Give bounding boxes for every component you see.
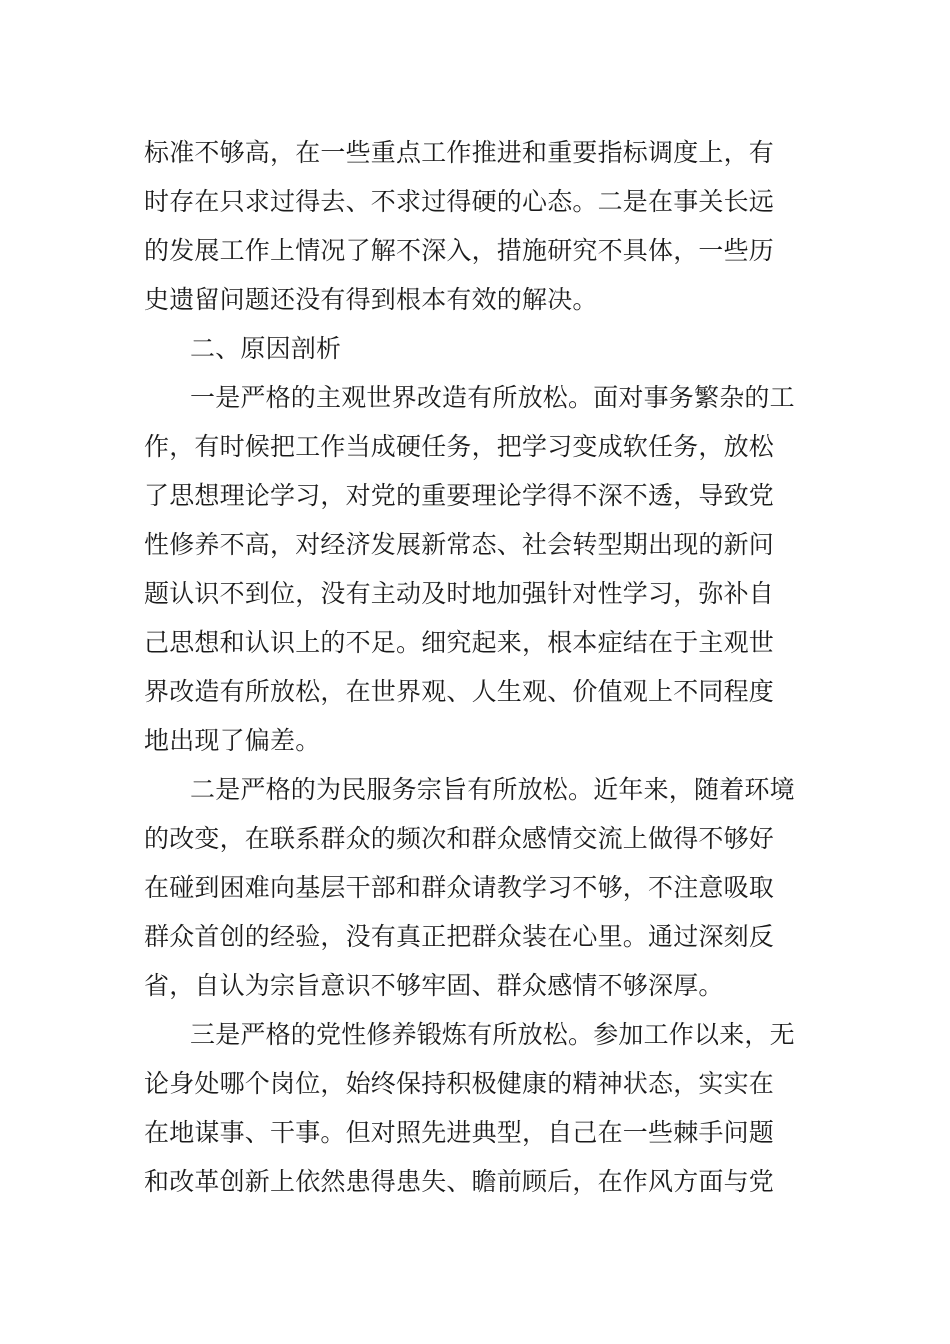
text-line-22: 和改革创新上依然患得患失、瞻前顾后，在作风方面与党 (144, 1167, 775, 1196)
section-heading: 二、原因剖析 (190, 334, 342, 363)
text-line-8: 了思想理论学习，对党的重要理论学得不深不透，导致党 (144, 481, 775, 510)
text-line-7: 作，有时候把工作当成硬任务，把学习变成软任务，放松 (144, 432, 775, 461)
text-line-17: 群众首创的经验，没有真正把群众装在心里。通过深刻反 (144, 922, 775, 951)
text-line-14: 二是严格的为民服务宗旨有所放松。近年来，随着环境 (190, 775, 795, 804)
text-line-18: 省，自认为宗旨意识不够牢固、群众感情不够深厚。 (144, 971, 724, 1000)
text-line-16: 在碰到困难向基层干部和群众请教学习不够，不注意吸取 (144, 873, 775, 902)
text-line-15: 的改变，在联系群众的频次和群众感情交流上做得不够好 (144, 824, 775, 853)
text-line-3: 的发展工作上情况了解不深入，措施研究不具体，一些历 (144, 236, 775, 265)
text-line-9: 性修养不高，对经济发展新常态、社会转型期出现的新问 (144, 530, 775, 559)
text-line-19: 三是严格的党性修养锻炼有所放松。参加工作以来，无 (190, 1020, 795, 1049)
document-body (144, 128, 808, 1206)
text-line-6: 一是严格的主观世界改造有所放松。面对事务繁杂的工 (190, 383, 795, 412)
text-line-12: 界改造有所放松，在世界观、人生观、价值观上不同程度 (144, 677, 775, 706)
text-line-4: 史遗留问题还没有得到根本有效的解决。 (144, 285, 598, 314)
text-line-20: 论身处哪个岗位，始终保持积极健康的精神状态，实实在 (144, 1069, 775, 1098)
text-line-13: 地出现了偏差。 (144, 726, 321, 755)
text-line-10: 题认识不到位，没有主动及时地加强针对性学习，弥补自 (144, 579, 775, 608)
text-line-1: 标准不够高，在一些重点工作推进和重要指标调度上，有 (144, 138, 775, 167)
text-line-11: 己思想和认识上的不足。细究起来，根本症结在于主观世 (144, 628, 775, 657)
text-line-21: 在地谋事、干事。但对照先进典型，自己在一些棘手问题 (144, 1118, 775, 1147)
text-line-2: 时存在只求过得去、不求过得硬的心态。二是在事关长远 (144, 187, 775, 216)
